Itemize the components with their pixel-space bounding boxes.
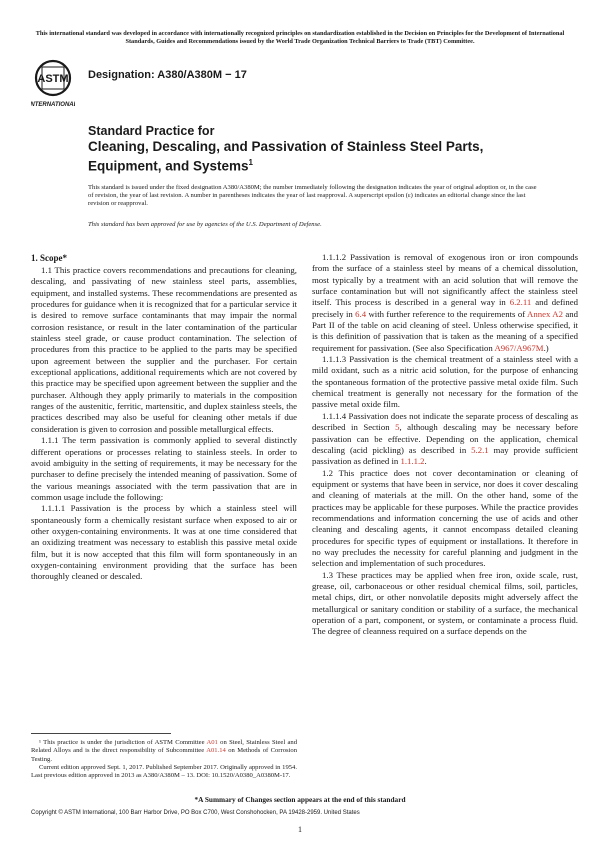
link-a967[interactable]: A967/A967M — [494, 342, 544, 353]
document-title — [88, 139, 528, 175]
title-text: Cleaning, Descaling, and Passivation of Stainless Steel Parts, Equipment, and Systems — [88, 139, 484, 174]
title-footnote-mark: 1 — [248, 158, 253, 167]
page-number: 1 — [298, 825, 302, 834]
paragraph-1-1-1: 1.1.1 The term passivation is commonly applied to several distinctly different operations or processes relating to stainless steels. In order to avoid ambiguity in the setting of requirements, it may be necessary for the purchaser to define precisely the intended meaning of passivation. Some of the various meanings associated with the term passivation that are in common usage include the following: — [31, 435, 297, 502]
paragraph-1-1: 1.1 This practice covers recommendations and precautions for cleaning, descaling, and passivating of new stainless steel parts, assemblies, equipment, and installed systems. These recommendations are presented as procedures for guidance when it is recognized that for a particular service it is desired to remove surface contaminants that may impair the normal corrosion resistance, or result in the later contamination of the particular stainless steel grade, or cause product contamination. The selection of procedures from this practice to be applied to the parts may be specified upon agreement between the supplier and the purchaser. For certain exceptional applications, additional requirements which are not covered by this practice may be specified upon agreement between the supplier and the purchaser. Although they apply primarily to materials in the composition ranges of the austenitic, ferritic, martensitic, and duplex stainless steels, the practices described may also be useful for cleaning other metals if due consideration is given to corrosion and possible metallurgical effects. — [31, 265, 297, 434]
paragraph-1-1-1-1: 1.1.1.1 Passivation is the process by which a stainless steel will spontaneously form a chemically resistant surface when exposed to air or other oxygen-containing environments. It was at one time considered that an oxidizing treatment was necessary to establish this passive metal oxide film, but it is now accepted that this film will form spontaneously in an oxygen-containing environment providing that the surface has been thoroughly cleaned or descaled. — [31, 503, 297, 582]
paragraph-1-3: 1.3 These practices may be applied when free iron, oxide scale, rust, grease, oil, carbonaceous or other residual chemical films, soil, particles, metal chips, dirt, or other nonvolatile deposits might adversely affect the metallurgical or sanitary condition or stability of a surface, the mechanical operation of a part, component, or system, or contaminate a process fluid. The degree of cleanness required on a surface depends on the — [312, 569, 578, 637]
designation: Designation: A380/A380M − 17 — [88, 69, 247, 81]
link-1-1-1-2[interactable]: 1.1.1.2 — [400, 456, 425, 467]
title-prefix: Standard Practice for — [88, 124, 215, 138]
title-block — [88, 124, 528, 175]
copyright-line: Copyright © ASTM International, 100 Barr Harbor Drive, PO Box C700, West Conshohocken, PA 19428-2959. United States — [31, 810, 360, 816]
footnote-1: ¹ This practice is under the jurisdiction of ASTM Committee A01 on Steel, Stainless Steel and Related Alloys and is the direct responsibility of Subcommittee A01.14 on Methods of Corrosion Testing. — [31, 739, 297, 763]
logo-caption: INTERNATIONAL — [31, 102, 75, 108]
astm-logo — [31, 58, 75, 110]
footnotes — [31, 739, 297, 780]
summary-of-changes-note: *A Summary of Changes section appears at the end of this standard — [194, 795, 406, 804]
paragraph-1-2: 1.2 This practice does not cover decontamination or cleaning of equipment or systems that have been in service, nor does it cover descaling and cleaning of materials at the mill. On the other hand, some of the practices may be applicable for these purposes. While the practice provides recommendations and information concerning the use of acids and other cleaning and descaling agents, it cannot encompass detailed cleaning procedures for specific types of equipment or installations. It therefore in no way precludes the necessity for careful planning and judgment in the selection and implementation of such procedures. — [312, 467, 578, 569]
link-6-2-11[interactable]: 6.2.11 — [509, 297, 532, 308]
left-column — [31, 252, 297, 583]
paragraph-1-1-1-3: 1.1.1.3 Passivation is the chemical treatment of a stainless steel with a mild oxidant, such as a nitric acid solution, for the purpose of enhancing the spontaneous formation of the protective passive metal oxide film. Such chemical treatment is generally not necessary for the formation of the passive metal oxide film. — [312, 354, 578, 410]
wto-notice: This international standard was developed in accordance with internationally recognized principles on standardization established in the Decision on Principles for the Development of International Standards, Guides and Recommendations issued by the World Trade Organization Technical Barriers to Trade (TBT) Committee. — [35, 30, 565, 45]
approval-note: This standard has been approved for use by agencies of the U.S. Department of Defense. — [88, 221, 322, 228]
footnote-edition: Current edition approved Sept. 1, 2017. Published September 2017. Originally approved in 1954. Last previous edition approved in 2013 as A380/A380M – 13. DOI: 10.1520/A0380_A0380M-17. — [31, 763, 297, 780]
link-5-2-1[interactable]: 5.2.1 — [471, 444, 489, 455]
paragraph-1-1-1-4: 1.1.1.4 Passivation does not indicate the separate process of descaling as described in Section 5, although descaling may be necessary before passivation can be effective. Depending on the application, chemical descaling (acid pickling) as described in 5.2.1 may provide sufficient passivation as defined in 1.1.1.2. — [312, 410, 579, 467]
link-section-5[interactable]: 5 — [395, 422, 400, 433]
standard-note: This standard is issued under the fixed designation A380/A380M; the number immediately following the designation indicates the year of original adoption or, in the case of revision, the year of last revision. A number in parentheses indicates the year of last reapproval. A superscript epsilon (ε) indicates an editorial change since the last revision or reapproval. — [88, 184, 537, 208]
paragraph-1-1-1-2: 1.1.1.2 Passivation is removal of exogenous iron or iron compounds from the surface of a stainless steel by means of a chemical dissolution, most typically by a treatment with an acid solution that will remove the surface contamination but will not significantly affect the stainless steel itself. This process is described in a general way in 6.2.11 and defined precisely in 6.4 with further reference to the requirements of Annex A2 and Part II of the table on acid cleaning of steel. Unless otherwise specified, it is this definition of passivation that is taken as the meaning of a specified requirement for passivation. (See also Specification A967/A967M.) — [312, 252, 578, 353]
logo-text: ASTM — [37, 73, 69, 85]
link-a01[interactable]: A01 — [206, 739, 218, 746]
section-heading-scope: 1. Scope* — [31, 253, 67, 263]
link-annex-a2[interactable]: Annex A2 — [527, 308, 563, 319]
link-a01-14[interactable]: A01.14 — [206, 747, 226, 755]
right-column — [312, 252, 578, 638]
footnote-divider — [31, 733, 171, 734]
link-6-4[interactable]: 6.4 — [355, 308, 367, 319]
